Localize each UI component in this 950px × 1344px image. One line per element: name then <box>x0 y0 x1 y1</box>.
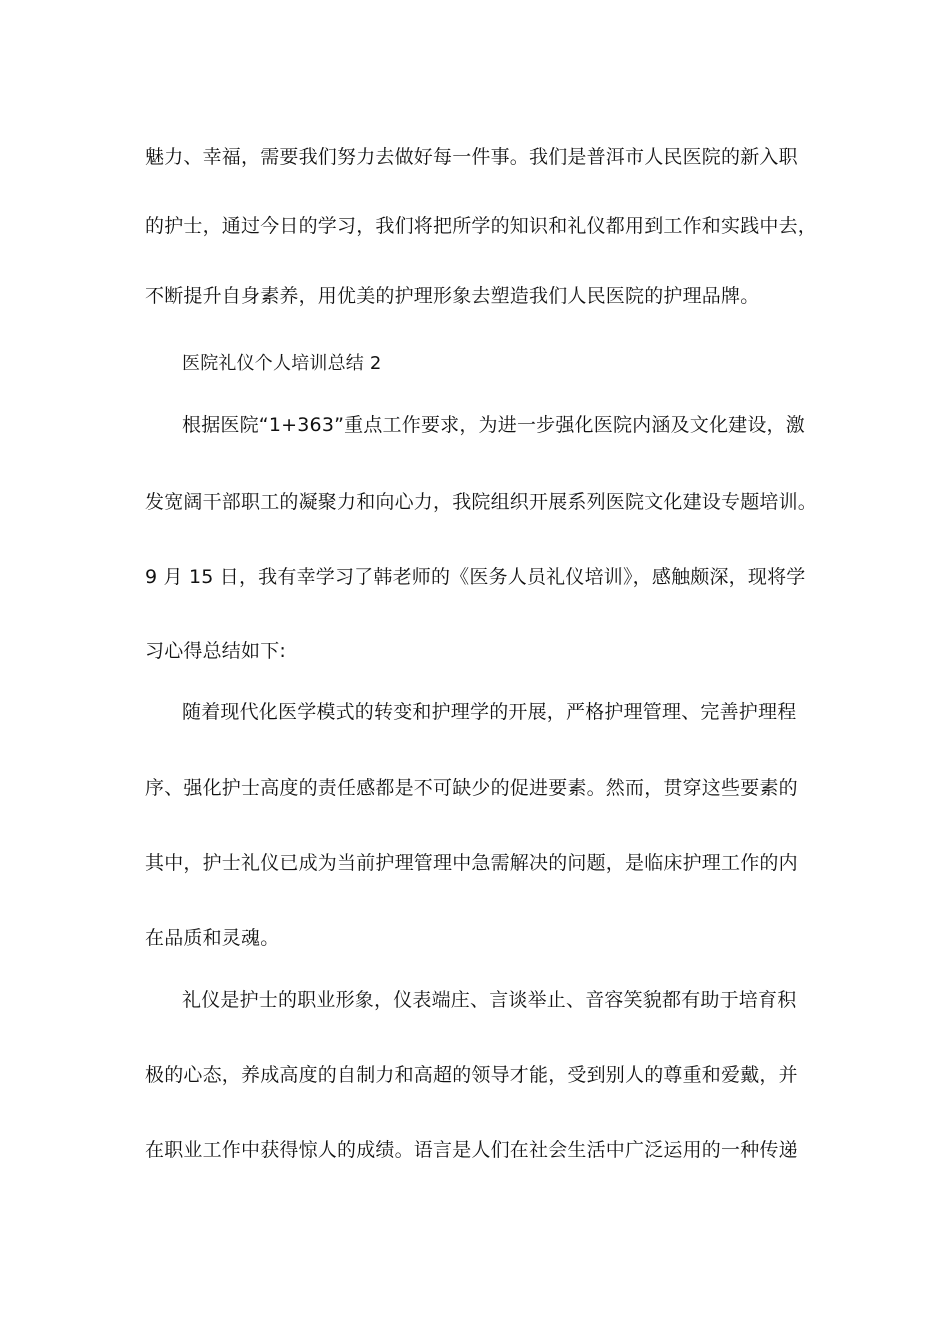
text-line-7: 9 月 15 日，我有幸学习了韩老师的《医务人员礼仪培训》，感触颇深，现将学 <box>145 566 806 588</box>
text-line-6: 发宽阔干部职工的凝聚力和向心力，我院组织开展系列医院文化建设专题培训。 <box>145 491 818 513</box>
text-line-3: 不断提升自身素养，用优美的护理形象去塑造我们人民医院的护理品牌。 <box>145 285 760 307</box>
text-line-5: 根据医院“1+363”重点工作要求，为进一步强化医院内涵及文化建设，激 <box>182 414 805 436</box>
text-line-1: 魅力、幸福，需要我们努力去做好每一件事。我们是普洱市人民医院的新入职 <box>145 146 798 168</box>
text-line-2: 的护士，通过今日的学习，我们将把所学的知识和礼仪都用到工作和实践中去， <box>145 215 818 237</box>
text-line-12: 在品质和灵魂。 <box>145 927 280 949</box>
text-line-11: 其中，护士礼仪已成为当前护理管理中急需解决的问题，是临床护理工作的内 <box>145 852 798 874</box>
section-heading: 医院礼仪个人培训总结 2 <box>182 353 382 374</box>
text-line-9: 随着现代化医学模式的转变和护理学的开展，严格护理管理、完善护理程 <box>182 701 797 723</box>
text-line-10: 序、强化护士高度的责任感都是不可缺少的促进要素。然而，贯穿这些要素的 <box>145 777 798 799</box>
text-line-15: 在职业工作中获得惊人的成绩。语言是人们在社会生活中广泛运用的一种传递 <box>145 1139 798 1161</box>
text-line-13: 礼仪是护士的职业形象，仪表端庄、言谈举止、音容笑貌都有助于培育积 <box>182 989 797 1011</box>
text-line-8: 习心得总结如下: <box>145 640 287 662</box>
text-line-14: 极的心态，养成高度的自制力和高超的领导才能，受到别人的尊重和爱戴，并 <box>145 1064 798 1086</box>
